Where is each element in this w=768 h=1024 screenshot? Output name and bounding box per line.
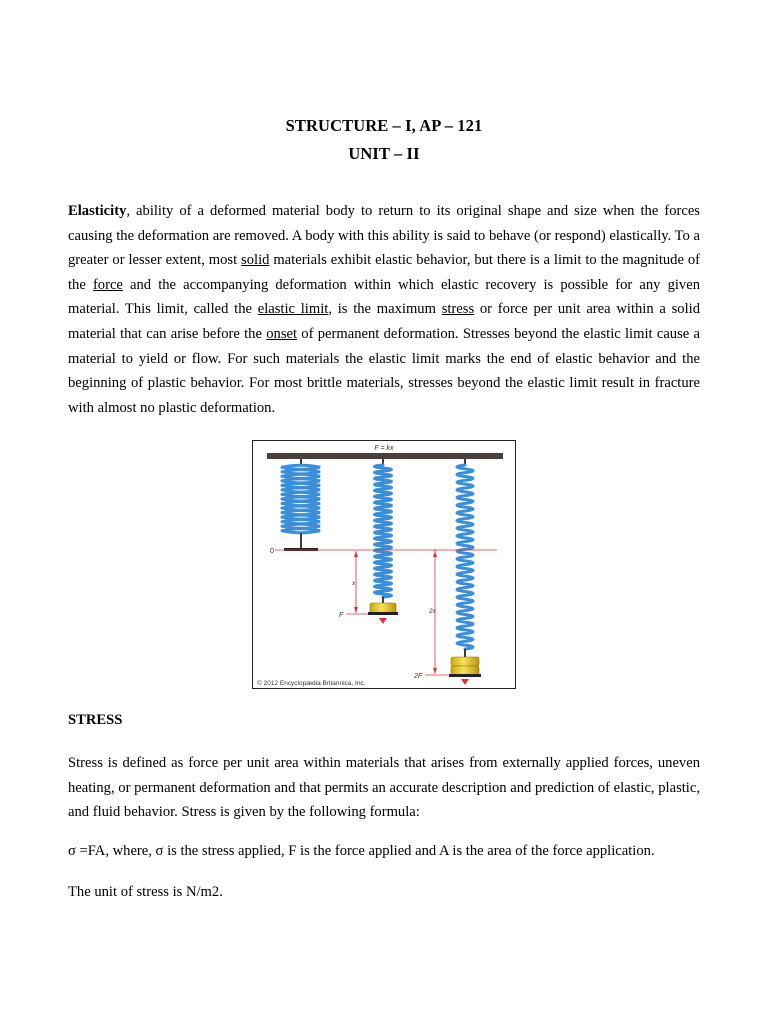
text-segment: materials exhibit elastic behavior, but there is a limit to the magnitude of the xyxy=(68,252,700,293)
spring-illustration xyxy=(253,441,515,688)
formula-label: F = kx xyxy=(374,445,394,452)
plate xyxy=(449,674,481,677)
2x-label: 2x xyxy=(429,608,436,615)
arrowhead xyxy=(433,668,437,674)
elasticity-term: Elasticity xyxy=(68,203,127,219)
plate xyxy=(368,612,398,615)
2f-label: 2F xyxy=(414,673,423,680)
arrowhead xyxy=(354,551,358,557)
spring-figure xyxy=(252,440,516,689)
support-bar xyxy=(267,453,503,459)
link-solid[interactable]: solid xyxy=(241,252,270,269)
text-segment: , ability of a deformed material body to return to its original shape and size when the forces causing the deformation are removed. A body with this ability is said to behave (or respond) elastically. To a greater or lesser extent, most xyxy=(68,203,700,269)
stress-unit-line: The unit of stress is N/m2. xyxy=(68,884,223,900)
document-title: STRUCTURE – I, AP – 121 xyxy=(285,116,483,135)
plate xyxy=(284,548,318,551)
spring-loaded-2f xyxy=(457,465,473,649)
link-onset[interactable]: onset xyxy=(266,325,298,342)
stress-formula-line: σ =FA, where, σ is the stress applied, F is the force applied and A is the area of the force application. xyxy=(68,843,655,859)
zero-label: 0 xyxy=(270,548,274,555)
weight-f xyxy=(370,603,396,613)
stress-paragraph: Stress is defined as force per unit area within materials that arises from externally applied forces, uneven heating, or permanent deformation and that permits an accurate description and prediction of elastic, plastic, and fluid behavior. Stress is given by the following formula: xyxy=(68,755,700,821)
link-force[interactable]: force xyxy=(92,276,123,293)
spring-unloaded xyxy=(282,465,320,533)
arrowhead xyxy=(433,551,437,557)
link-elastic-limit[interactable]: elastic limit xyxy=(257,301,329,318)
copyright-text: © 2012 Encyclopædia Britannica, Inc. xyxy=(257,680,366,687)
text-segment: or force per unit area within a solid material that can arise before the xyxy=(68,301,700,342)
elasticity-paragraph xyxy=(68,199,700,420)
down-arrow-icon xyxy=(379,618,387,624)
text-segment: and the accompanying deformation within which elastic recovery is possible for any given material. This limit, called the xyxy=(68,276,700,318)
text-segment: of permanent deformation. Stresses beyond the elastic limit cause a material to yield or flow. For such materials the elastic limit marks the end of elastic behavior and the beginning of plastic behavior. For most brittle materials, stresses beyond the elastic limit result in fracture with almost no plastic deformation. xyxy=(68,325,700,416)
unit-heading: UNIT – II xyxy=(348,144,420,163)
arrowhead xyxy=(354,607,358,613)
link-stress[interactable]: stress xyxy=(441,301,475,318)
f-label: F xyxy=(339,612,344,619)
stress-heading: STRESS xyxy=(68,712,123,728)
x-label: x xyxy=(352,580,356,587)
weight-2f-top xyxy=(451,657,479,666)
spring-loaded-f xyxy=(375,465,392,597)
text-segment: , is the maximum xyxy=(328,301,442,318)
down-arrow-icon xyxy=(461,679,469,685)
weight-2f-bottom xyxy=(451,666,479,675)
